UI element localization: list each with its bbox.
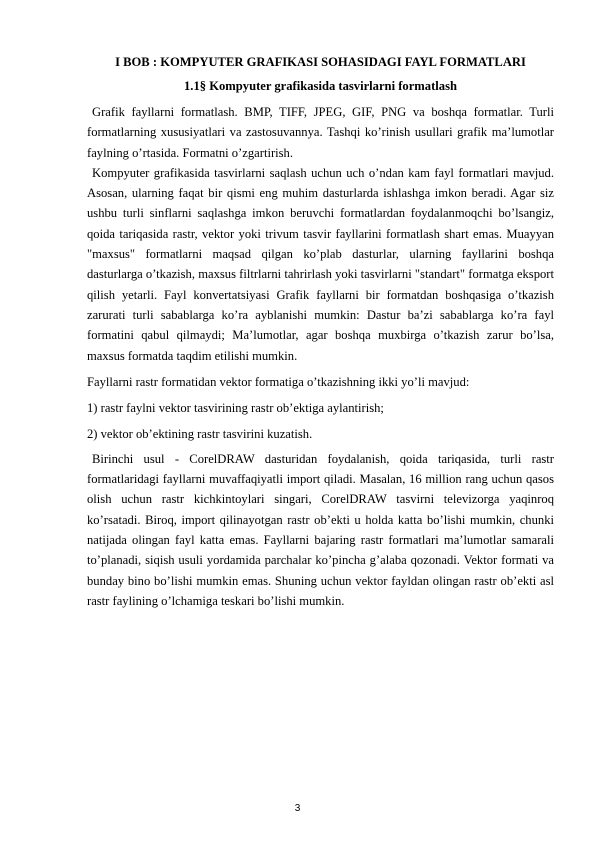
paragraph-conversion-ways: Fayllarni rastr formatidan vektor formatiga o’tkazishning ikki yo’li mavjud: <box>87 374 470 389</box>
page-content <box>87 54 554 611</box>
list-item-1: 1) rastr faylni vektor tasvirining rastr ob’ektiga aylantirish; <box>87 401 384 416</box>
paragraph-coreldraw: Birinchi usul - CorelDRAW dasturidan foydalanish, qoida tariqasida, turli rastr formatlaridagi fayllarni muvaffaqiyatli import qiladi. Masalan, 16 million rang uchun qasos olish uchun rastr kichkintoylari singari, CorelDRAW tasvirni televizorga yaqinroq ko’rsatadi. Biroq, import qilinayotgan rastr ob’ekti u holda katta bo’lishi mumkin, chunki natijada olingan fayl katta emas. Fayllarni bajaring rastr formatlari ma’lumotlar samarali to’planadi, siqish usuli yordamida parchalar ko’pincha g’alaba qozonadi. Vektor formati va bunday bino bo’lishi mumkin emas. Shuning uchun vektor fayldan olingan rastr ob’ekti asl rastr faylining o’lchamiga teskari bo’lishi mumkin. <box>87 451 554 608</box>
list-item-2: 2) vektor ob’ektining rastr tasvirini kuzatish. <box>87 427 313 442</box>
page-number: 3 <box>294 803 301 814</box>
chapter-title: I BOB : KOMPYUTER GRAFIKASI SOHASIDAGI FAYL FORMATLARI <box>115 55 526 69</box>
paragraph-intro: Grafik fayllarni formatlash. BMP, TIFF, JPEG, GIF, PNG va boshqa formatlar. Turli formatlarning xususiyatlari va zastosuvannya. Tashqi ko’rinish usullari grafik ma’lumotlar faylning o’rtasida. Formatni o’zgartirish. <box>87 105 554 160</box>
paragraph-formats: Kompyuter grafikasida tasvirlarni saqlash uchun uch o’ndan kam fayl formatlari mavjud. Asosan, ularning faqat bir qismi eng muhim dasturlarda ishlashga imkon beradi. Agar siz ushbu turli sinflarni saqlashga imkon beruvchi formatlardan foydalanmoqchi bo’lsangiz, qoida tariqasida rastr, vektor yoki trivum tasvir fayllarini formatlash shart emas. Muayyan "maxsus" formatlarni maqsad qilgan ko’plab dasturlar, ularning fayllarini boshqa dasturlarga o’tkazish, maxsus filtrlarni tahrirlash yoki tasvirlarni "standart" formatga eksport qilish yetarli. Fayl konvertatsiyasi Grafik fayllarni bir formatdan boshqasiga o’tkazish zarurati turli sabablarga ko’ra ayblanishi mumkin: Dastur ba’zi sabablarga ko’ra fayl formatini qabul qilmaydi; Ma’lumotlar, agar boshqa muxbirga o’tkazish zarur bo’lsa, maxsus formatda taqdim etilishi mumkin. <box>87 165 554 363</box>
section-title: 1.1§ Kompyuter grafikasida tasvirlarni formatlash <box>184 79 457 93</box>
